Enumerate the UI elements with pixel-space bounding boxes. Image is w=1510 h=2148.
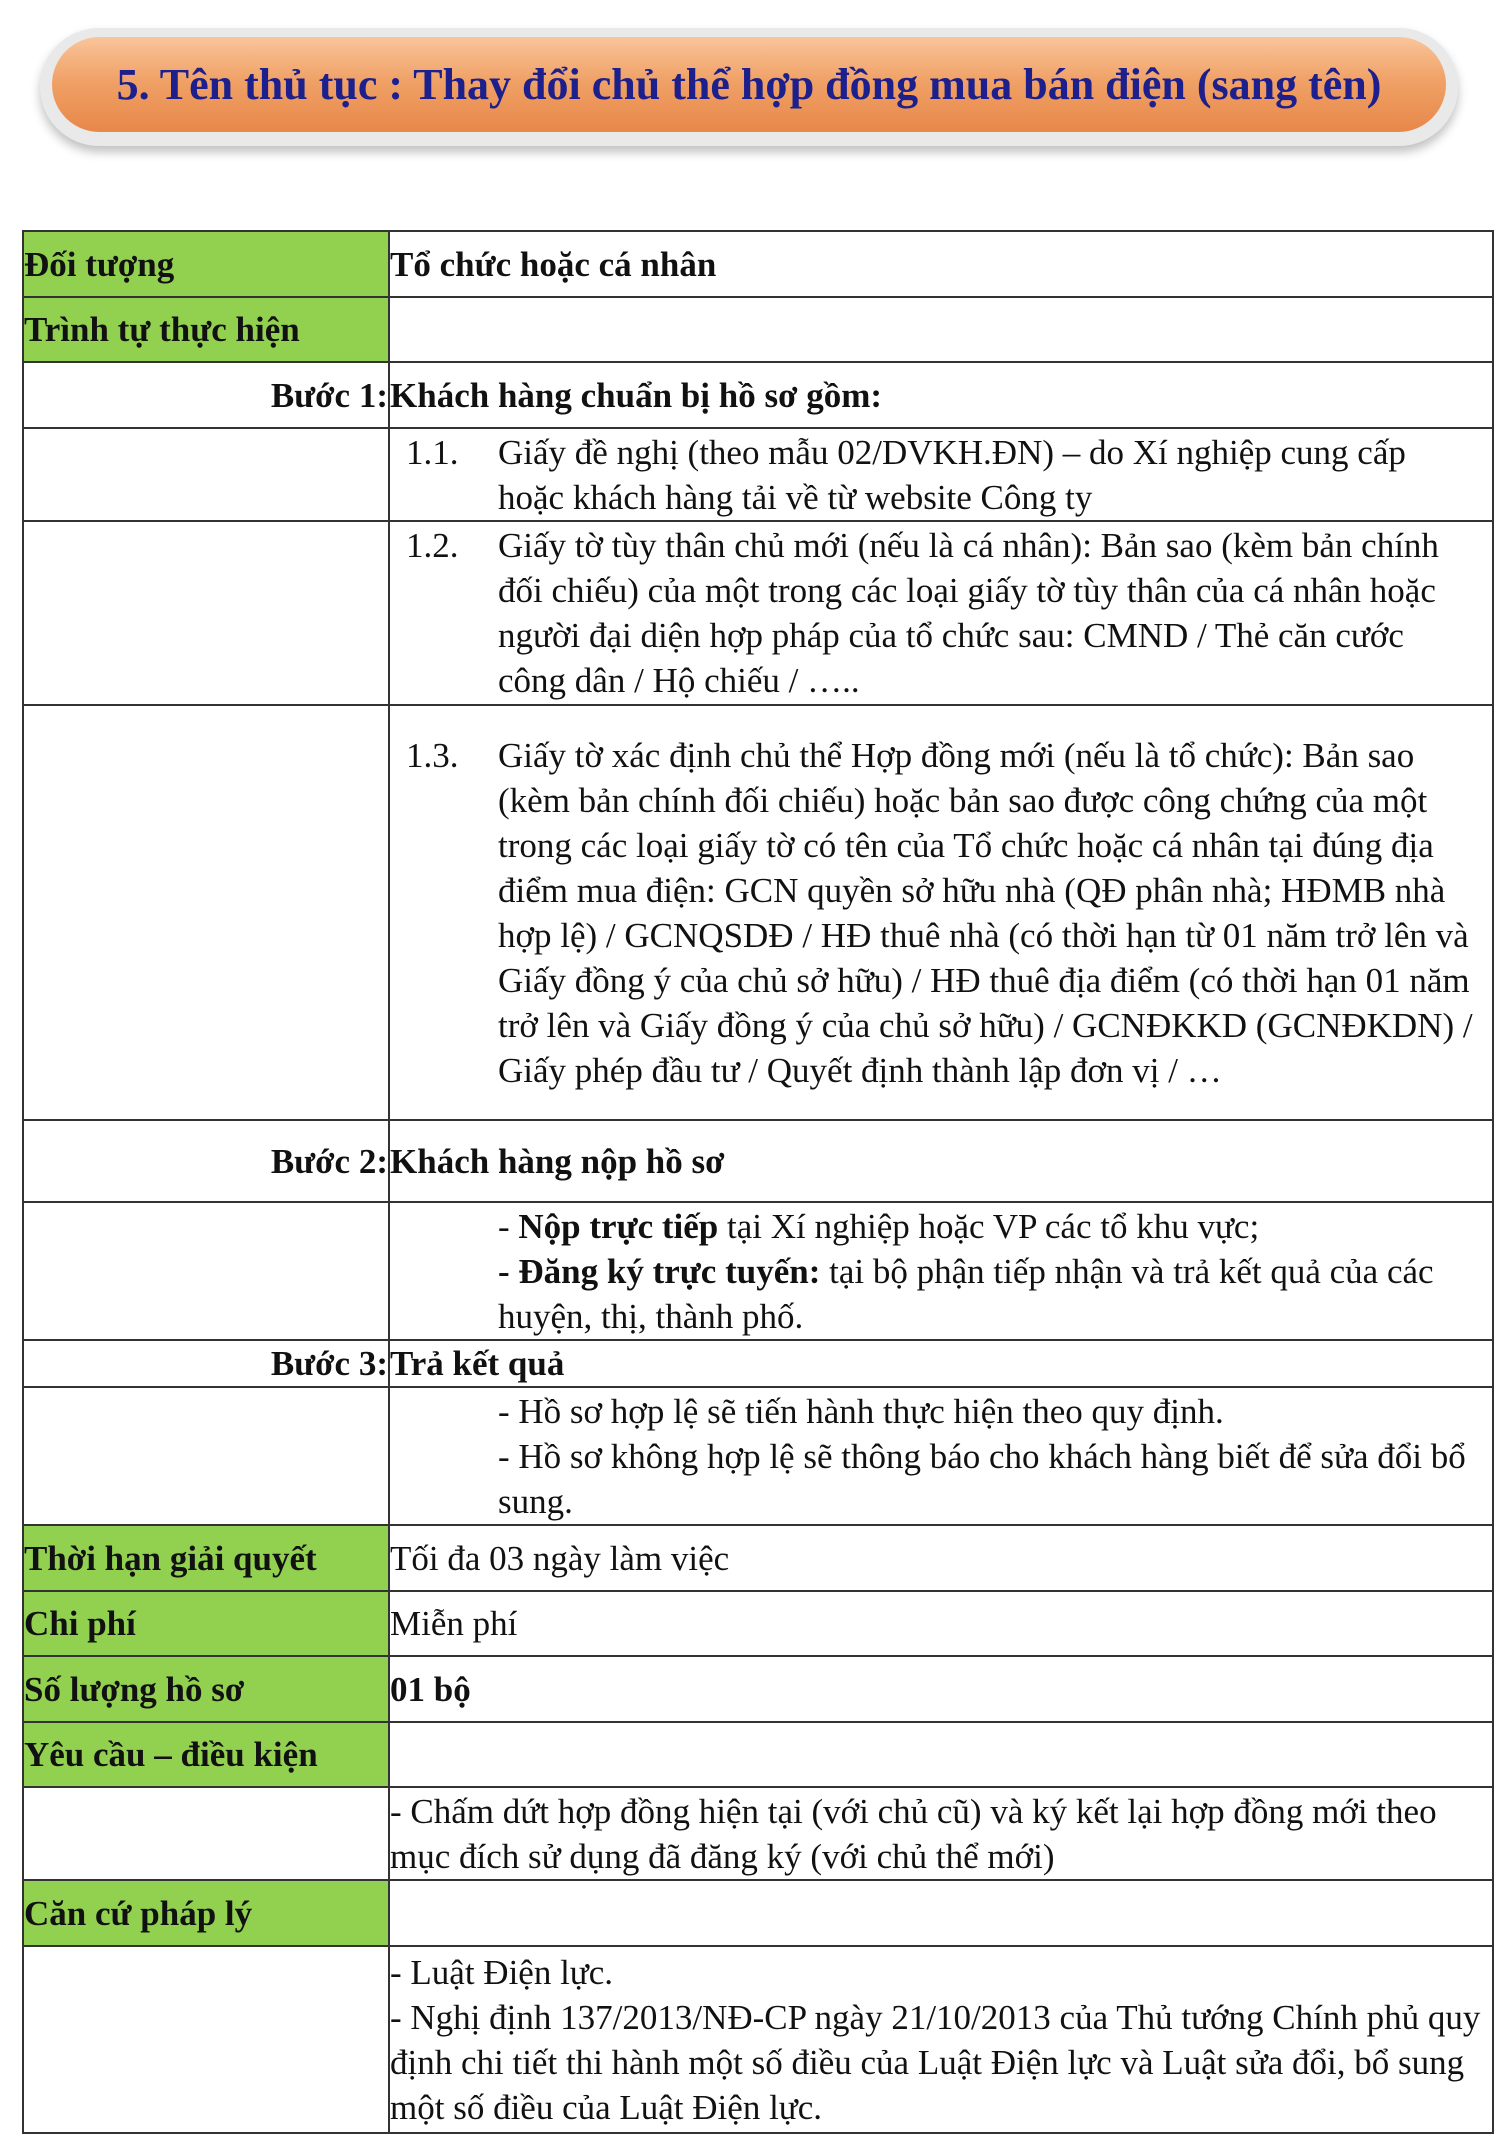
- label-yeu-cau: Yêu cầu – điều kiện: [23, 1722, 389, 1787]
- value-doi-tuong: Tổ chức hoặc cá nhân: [389, 231, 1493, 297]
- step-2-details: [389, 1202, 1493, 1340]
- table-row: [23, 1120, 1493, 1202]
- method-direct-text: tại Xí nghiệp hoặc VP các tổ khu vực;: [718, 1206, 1260, 1246]
- empty-cell: [389, 1880, 1493, 1946]
- table-row: [23, 231, 1493, 297]
- method-online-text: tại bộ phận tiếp nhận và trả kết quả của các huyện, thị, thành phố.: [498, 1251, 1434, 1336]
- label-can-cu: Căn cứ pháp lý: [23, 1880, 389, 1946]
- step-3-title: Trả kết quả: [389, 1340, 1493, 1387]
- step-2-title: Khách hàng nộp hồ sơ: [389, 1120, 1493, 1202]
- empty-cell: [23, 521, 389, 705]
- page-title: 5. Tên thủ tục : Thay đổi chủ thể hợp đồng mua bán điện (sang tên): [116, 60, 1382, 109]
- label-chi-phi: Chi phí: [23, 1591, 389, 1656]
- empty-cell: [389, 1722, 1493, 1787]
- item-number: 1.3.: [406, 735, 459, 775]
- empty-cell: [23, 428, 389, 521]
- label-thoi-han: Thời hạn giải quyết: [23, 1525, 389, 1591]
- step-1-item-2: [389, 521, 1493, 705]
- procedure-table: [22, 230, 1494, 2134]
- title-banner: [40, 28, 1458, 146]
- table-row: [23, 1722, 1493, 1787]
- step-2-label: Bước 2:: [23, 1120, 389, 1202]
- item-text: Giấy tờ xác định chủ thể Hợp đồng mới (nếu là tổ chức): Bản sao (kèm bản chính đối chiếu) hoặc bản sao được công chứng của một trong các loại giấy tờ có tên của Tổ chức hoặc cá nhân tại đúng địa điểm mua điện: GCN quyền sở hữu nhà (QĐ phân nhà; HĐMB nhà hợp lệ) / GCNQSDĐ / HĐ thuê nhà (có thời hạn từ 01 năm trở lên và Giấy đồng ý của chủ sở hữu) / HĐ thuê địa điểm (có thời hạn 01 năm trở lên và Giấy đồng ý của chủ sở hữu) / GCNĐKKD (GCNĐKDN) / Giấy phép đầu tư / Quyết định thành lập đơn vị / …: [498, 735, 1473, 1090]
- step-1-title: Khách hàng chuẩn bị hồ sơ gồm:: [389, 362, 1493, 428]
- empty-cell: [23, 1787, 389, 1880]
- value-trinh-tu: [389, 297, 1493, 362]
- table-row: [23, 521, 1493, 705]
- step-3-details: [389, 1387, 1493, 1525]
- bullet-prefix: -: [498, 1206, 519, 1246]
- table-row: [23, 1525, 1493, 1591]
- value-chi-phi: Miễn phí: [389, 1591, 1493, 1656]
- table-row: [23, 362, 1493, 428]
- item-text: Giấy đề nghị (theo mẫu 02/DVKH.ĐN) – do Xí nghiệp cung cấp hoặc khách hàng tải về từ website Công ty: [498, 432, 1406, 517]
- step-1-label: Bước 1:: [23, 362, 389, 428]
- table-row: [23, 705, 1493, 1120]
- table-row: [23, 297, 1493, 362]
- empty-cell: [23, 1387, 389, 1525]
- table-row: [23, 1387, 1493, 1525]
- item-number: 1.1.: [406, 432, 459, 472]
- result-valid: - Hồ sơ hợp lệ sẽ tiến hành thực hiện theo quy định.: [498, 1391, 1224, 1431]
- item-text: Giấy tờ tùy thân chủ mới (nếu là cá nhân): Bản sao (kèm bản chính đối chiếu) của một trong các loại giấy tờ tùy thân của cá nhân hoặc người đại diện hợp pháp của tổ chức sau: CMND / Thẻ căn cước công dân / Hộ chiếu / …..: [498, 526, 1439, 700]
- table-row: [23, 1340, 1493, 1387]
- table-row: [23, 1946, 1493, 2133]
- step-1-item-3: [389, 705, 1493, 1120]
- method-direct: Nộp trực tiếp: [518, 1206, 719, 1246]
- table-row: [23, 1591, 1493, 1656]
- value-can-cu: [389, 1946, 1493, 2133]
- value-yeu-cau: - Chấm dứt hợp đồng hiện tại (với chủ cũ) và ký kết lại hợp đồng mới theo mục đích sử dụng đã đăng ký (với chủ thể mới): [389, 1787, 1493, 1880]
- table-row: [23, 1787, 1493, 1880]
- empty-cell: [23, 1946, 389, 2133]
- table-row: [23, 1656, 1493, 1722]
- value-thoi-han: Tối đa 03 ngày làm việc: [389, 1525, 1493, 1591]
- value-so-luong: 01 bộ: [389, 1656, 1493, 1722]
- table-row: [23, 1880, 1493, 1946]
- legal-basis-2: - Nghị định 137/2013/NĐ-CP ngày 21/10/2013 của Thủ tướng Chính phủ quy định chi tiết thi hành một số điều của Luật Điện lực và Luật sửa đổi, bổ sung một số điều của Luật Điện lực.: [390, 1997, 1481, 2127]
- empty-cell: [23, 705, 389, 1120]
- result-invalid: - Hồ sơ không hợp lệ sẽ thông báo cho khách hàng biết để sửa đổi bổ sung.: [498, 1436, 1466, 1521]
- step-3-label: Bước 3:: [23, 1340, 389, 1387]
- table-row: [23, 1202, 1493, 1340]
- legal-basis-1: - Luật Điện lực.: [390, 1952, 614, 1992]
- step-1-item-1: [389, 428, 1493, 521]
- title-banner-inner: [52, 37, 1446, 132]
- method-online: - Đăng ký trực tuyến:: [498, 1251, 821, 1291]
- item-number: 1.2.: [406, 526, 459, 565]
- table-row: [23, 428, 1493, 521]
- label-doi-tuong: Đối tượng: [23, 231, 389, 297]
- label-so-luong: Số lượng hồ sơ: [23, 1656, 389, 1722]
- empty-cell: [23, 1202, 389, 1340]
- label-trinh-tu: Trình tự thực hiện: [23, 297, 389, 362]
